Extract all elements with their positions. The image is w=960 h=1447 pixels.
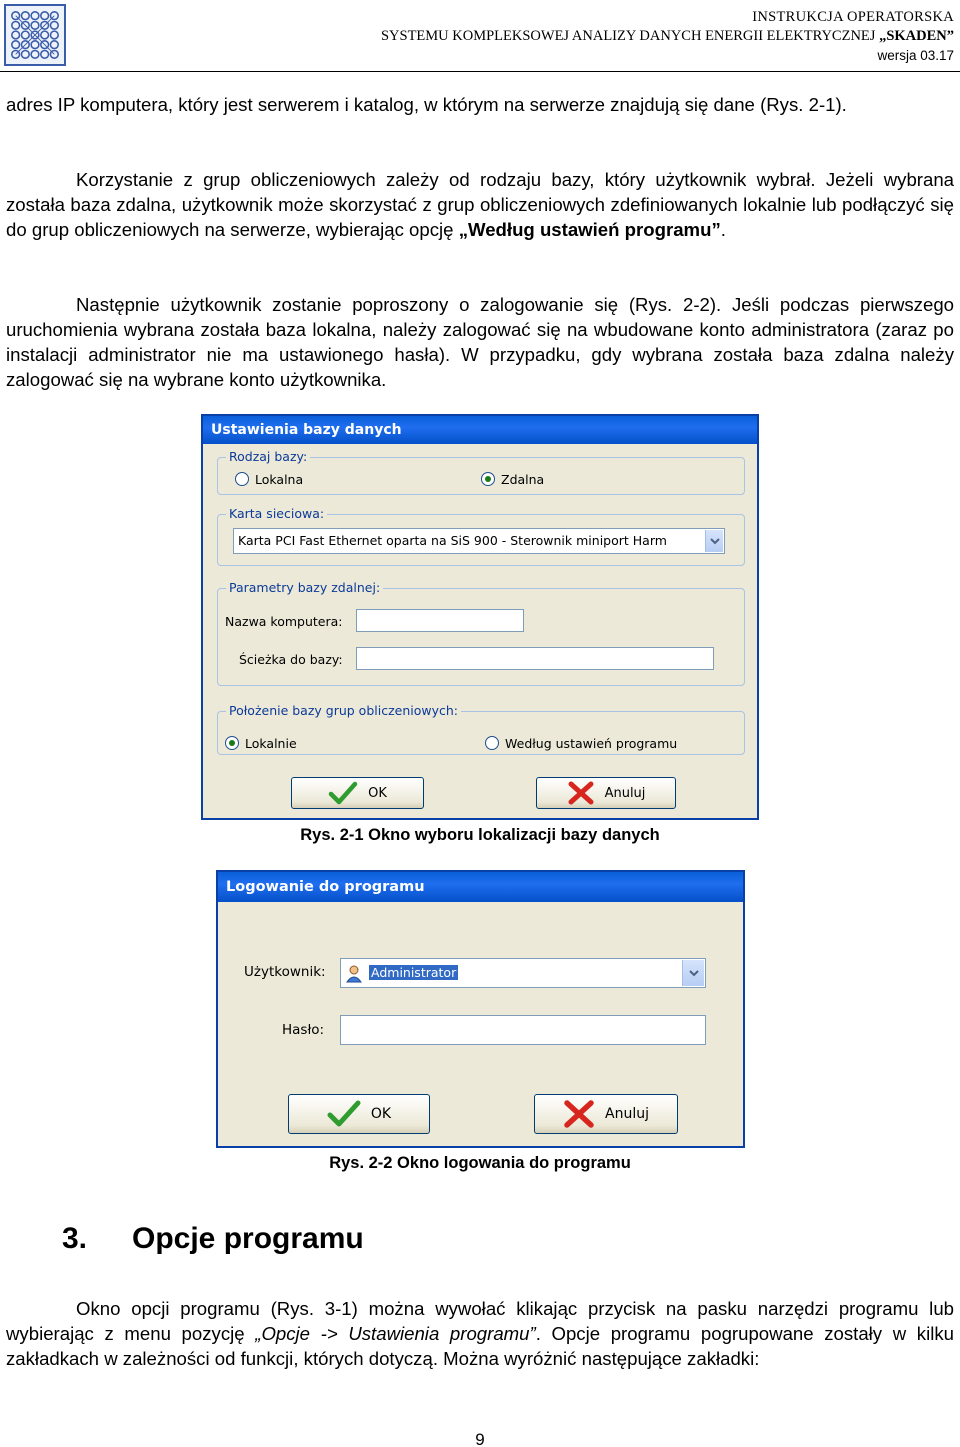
radio-remote[interactable] (481, 472, 495, 486)
close-icon (567, 780, 595, 806)
computer-name-input[interactable] (356, 609, 524, 632)
group-remote-params (217, 580, 745, 686)
header-brand: „SKADEN” (879, 28, 954, 44)
chevron-down-icon[interactable] (682, 960, 704, 986)
section-title: Opcje programu (132, 1222, 364, 1255)
db-path-label: Ścieżka do bazy: (239, 652, 343, 667)
group-label: Rodzaj bazy: (226, 449, 310, 464)
checkmark-icon (327, 1100, 361, 1128)
computer-name-label: Nazwa komputera: (225, 614, 343, 629)
option-name: „Według ustawień programu” (458, 219, 721, 240)
user-label: Użytkownik: (244, 964, 326, 980)
chevron-down-icon[interactable] (705, 530, 723, 552)
ok-button[interactable]: OK (288, 1094, 430, 1134)
database-settings-dialog (201, 414, 759, 820)
password-label: Hasło: (282, 1022, 325, 1038)
header-title: INSTRUKCJA OPERATORSKA (752, 9, 954, 25)
password-input[interactable] (340, 1015, 706, 1045)
group-label: Parametry bazy zdalnej: (226, 580, 383, 595)
paragraph-4: Okno opcji programu (Rys. 3-1) można wywołać klikając przycisk na pasku narzędzi programu lub wybierając z menu pozycję „Opcje -> Ustawienia programu”. Opcje programu pogrupowane zostały w kilku zakładkach w zależności od funkcji, których dotyczą. Można wyróżnić następujące zakładki: (6, 1298, 955, 1369)
radio-local[interactable] (235, 472, 249, 486)
page-header (381, 8, 954, 65)
radio-loc-settings[interactable] (485, 736, 499, 750)
dialog-title: Ustawienia bazy danych (203, 416, 757, 444)
dialog-title: Logowanie do programu (218, 872, 743, 902)
company-logo (4, 4, 66, 66)
figure-caption-1: Rys. 2-1 Okno wyboru lokalizacji bazy danych (300, 826, 660, 844)
radio-loc-local[interactable] (225, 736, 239, 750)
paragraph-2: Korzystanie z grup obliczeniowych zależy od rodzaju bazy, który użytkownik wybrał. Jeżeli wybrana została baza zdalna, użytkownik może skorzystać z grup obliczeniowych zdefiniowanych lokalnie lub podłączyć się do grup obliczeniowych na serwerze, wybierając opcję „Według ustawień programu”. (6, 169, 954, 240)
network-card-select[interactable]: Karta PCI Fast Ethernet oparta na SiS 900 - Sterownik miniport Harm (233, 528, 725, 554)
radio-loc-settings-label: Według ustawień programu (505, 736, 678, 751)
radio-loc-local-label: Lokalnie (245, 736, 297, 751)
group-label: Położenie bazy grup obliczeniowych: (226, 703, 461, 718)
section-number: 3. (62, 1222, 88, 1255)
paragraph-3: Następnie użytkownik zostanie poproszony o zalogowanie się (Rys. 2-2). Jeśli podczas pierwszego uruchomienia wybrana została baza lokalna, należy zalogować się na wbudowane konto administratora (zaraz po instalacji administrator nie ma ustawionego hasła). W przypadku, gdy wybrana została baza zdalna należy zalogować się na wybrane konto użytkownika. (6, 294, 954, 390)
paragraph-1: adres IP komputera, który jest serwerem i katalog, w którym na serwerze znajdują się dane (Rys. 2-1). (6, 94, 847, 115)
radio-local-label: Lokalna (255, 472, 304, 487)
section-heading (62, 1222, 364, 1256)
user-icon (345, 965, 363, 983)
logo-grid-icon (6, 6, 64, 64)
close-icon (563, 1099, 595, 1129)
db-path-input[interactable] (356, 647, 714, 670)
header-divider (0, 71, 960, 72)
group-label: Karta sieciowa: (226, 506, 327, 521)
radio-remote-label: Zdalna (501, 472, 545, 487)
login-dialog (216, 870, 745, 1148)
user-select[interactable]: Administrator (340, 958, 706, 988)
checkmark-icon (328, 781, 358, 805)
page-number: 9 (475, 1430, 485, 1447)
header-version: wersja 03.17 (877, 48, 954, 63)
cancel-button[interactable]: Anuluj (536, 777, 676, 809)
cancel-button[interactable]: Anuluj (534, 1094, 678, 1134)
figure-caption-2: Rys. 2-2 Okno logowania do programu (329, 1154, 631, 1172)
ok-button[interactable]: OK (291, 777, 424, 809)
header-subtitle: SYSTEMU KOMPLEKSOWEJ ANALIZY DANYCH ENERGII ELEKTRYCZNEJ „SKADEN” (380, 28, 954, 44)
menu-path: „Opcje -> Ustawienia programu” (255, 1323, 536, 1344)
